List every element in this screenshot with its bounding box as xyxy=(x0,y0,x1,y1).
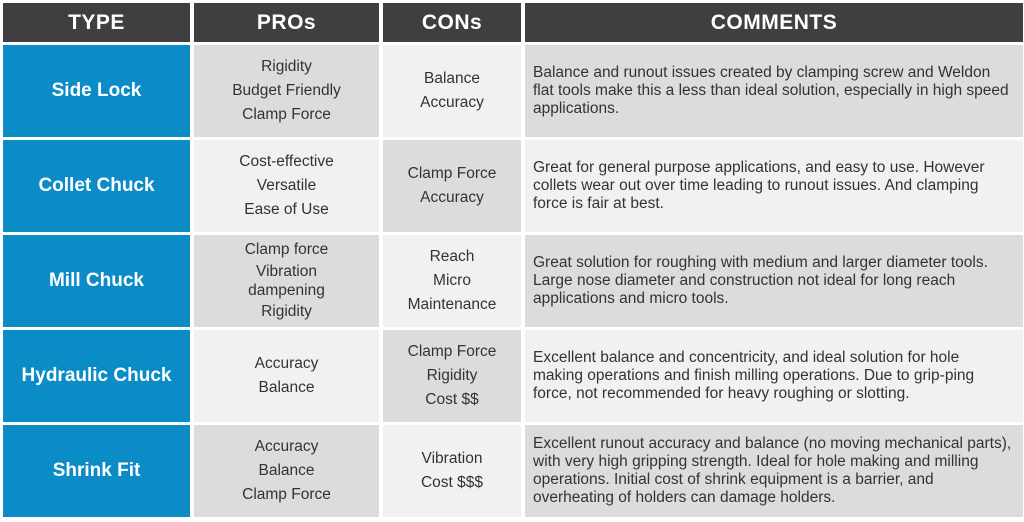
type-cell-hydraulic-chuck: Hydraulic Chuck xyxy=(3,330,190,422)
cons-item: Balance xyxy=(423,70,480,87)
pros-item: Versatile xyxy=(256,177,317,194)
header-comments: COMMENTS xyxy=(525,3,1023,42)
pros-cell xyxy=(194,140,379,232)
comparison-table xyxy=(3,3,1023,517)
cons-item: Clamp Force xyxy=(407,343,497,360)
pros-cell xyxy=(194,425,379,517)
cons-item: Clamp Force xyxy=(407,165,497,182)
cons-item: Reach xyxy=(429,248,475,265)
cons-item: Vibration xyxy=(421,450,483,467)
pros-item: Clamp Force xyxy=(242,106,331,123)
type-cell-side-lock: Side Lock xyxy=(3,45,190,137)
comment-cell: Great for general purpose applications, and easy to use. However collets wear out over time leading to runout issues. And clamping force is fair at best. xyxy=(525,140,1023,232)
pros-item: Balance xyxy=(258,379,315,396)
pros-item: Clamp Force xyxy=(242,486,331,503)
pros-item: Cost-effective xyxy=(239,153,334,170)
type-cell-mill-chuck: Mill Chuck xyxy=(3,235,190,327)
pros-item: dampening xyxy=(248,282,325,299)
cons-item: Cost $$ xyxy=(425,391,479,408)
cons-cell xyxy=(383,330,521,422)
cons-item: Maintenance xyxy=(407,296,497,313)
cons-item: Micro xyxy=(433,272,471,289)
pros-item: Rigidity xyxy=(261,58,312,75)
cons-item: Cost $$$ xyxy=(420,474,484,491)
type-cell-collet-chuck: Collet Chuck xyxy=(3,140,190,232)
cons-item: Rigidity xyxy=(426,367,478,384)
comment-cell: Excellent runout accuracy and balance (no moving mechanical parts), with very high gripping strength. Ideal for hole making and milling operations. Initial cost of shrink equipment is a barrier, and overheating of holders can damage holders. xyxy=(525,425,1023,517)
pros-item: Accuracy xyxy=(254,438,319,455)
pros-item: Accuracy xyxy=(254,355,319,372)
cons-item: Accuracy xyxy=(420,189,484,206)
header-type: TYPE xyxy=(3,3,190,42)
header-cons: CONs xyxy=(383,3,521,42)
comment-cell: Balance and runout issues created by clamping screw and Weldon flat tools make this a less than ideal solution, especially in high speed applications. xyxy=(525,45,1023,137)
type-cell-shrink-fit: Shrink Fit xyxy=(3,425,190,517)
cons-cell xyxy=(383,140,521,232)
cons-item: Accuracy xyxy=(420,94,484,111)
cons-cell xyxy=(383,425,521,517)
pros-item: Balance xyxy=(258,462,315,479)
pros-cell xyxy=(194,45,379,137)
pros-item: Clamp force xyxy=(244,241,329,258)
pros-item: Budget Friendly xyxy=(232,82,341,99)
pros-item: Rigidity xyxy=(261,303,312,320)
pros-cell xyxy=(194,330,379,422)
header-pros: PROs xyxy=(194,3,379,42)
comment-cell: Great solution for roughing with medium and larger diameter tools. Large nose diameter and construction not ideal for long reach applications and micro tools. xyxy=(525,235,1023,327)
pros-item: Ease of Use xyxy=(244,201,329,218)
pros-item: Vibration xyxy=(256,263,317,280)
cons-cell xyxy=(383,235,521,327)
comment-cell: Excellent balance and concentricity, and ideal solution for hole making operations and finish milling operations. Due to grip-ping force, not recommended for heavy roughing or slotting. xyxy=(525,330,1023,422)
cons-cell xyxy=(383,45,521,137)
pros-cell xyxy=(194,235,379,327)
